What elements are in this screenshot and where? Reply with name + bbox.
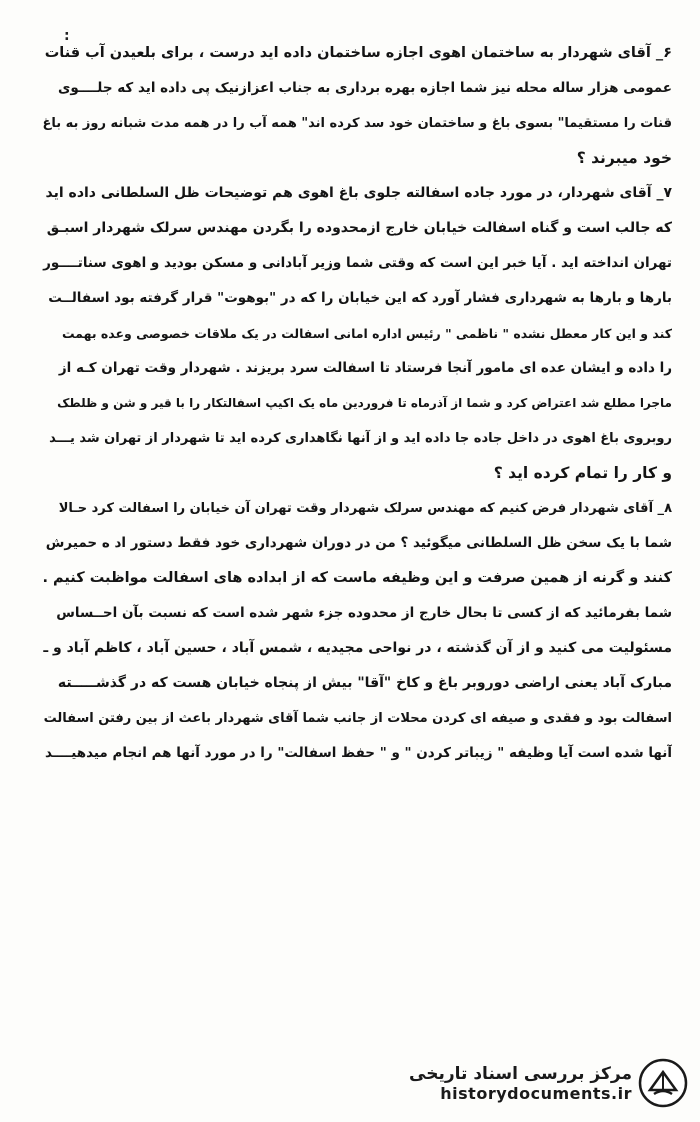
text-line: را داده و ایشان عده ای مامور آنجا فرستاد تا اسفالت سرد بریزند . شهردار وقت تهران کـه از [58, 360, 672, 376]
watermark-url: historydocuments.ir [440, 1083, 632, 1103]
text-line: تهران انداخته اید . آیا خبر این است که وقتی شما وزیر آبادانی و مسکن بودید و اهوی سناتــــور [43, 255, 672, 271]
text-line: ماجرا مطلع شد اعتراض کرد و شما از آذرماه تا فروردین ماه یک اکیپ اسفالتکار را با قیر و شن و ظلطک [57, 396, 672, 410]
text-line: اسفالت بود و فقدی و صیفه ای کردن محلات از جانب شما آقای شهردار باعث از بین رفتن اسفالت [43, 711, 672, 726]
text-line: مبارک آباد یعنی اراضی دوروبر باغ و کاخ "آقا" بیش از پنجاه خیابان هست که در گذشـــــته [57, 675, 672, 691]
text-line: ۸_ آقای شهردار فرض کنیم که مهندس سرلک شهردار وقت تهران آن خیابان را اسفالت کرد حـالا [58, 501, 672, 516]
text-line: شما با یک سخن ظل السلطانی میگوئید ؟ من در دوران شهرداری خود فقط دستور اد ه حمیرش [45, 535, 672, 551]
book-seal-icon [638, 1058, 688, 1108]
archive-watermark [398, 1052, 688, 1114]
text-line: بارها و بارها به شهرداری فشار آورد که این خیابان را که در "بوهوت" قرار گرفته بود اسفالــت [48, 290, 672, 306]
text-line: عمومی هزار ساله محله نیز شما اجازه بهره برداری به جناب اعزازنیک پی داده اید که جلــــوی [58, 80, 672, 96]
text-line: کنند و گرنه از همین صرفت و این وظیفه ماست که از ابداده های اسفالت مواظبت کنیم . [42, 570, 672, 586]
text-line: و کار را تمام کرده اید ؟ [493, 464, 672, 482]
text-line: ۶_ آقای شهردار به ساختمان اهوی اجازه ساختمان داده اید درست ، برای بلعیدن آب قنات [44, 45, 672, 61]
text-line: شما بفرمائید که از کسی تا بحال خارج از محدوده جزء شهر شده است که نسبت بآن احــساس [56, 605, 672, 621]
text-line: قنات را مستقیما" بسوی باغ و ساختمان خود سد کرده اند" همه آب را در همه مدت شبانه روز به باغ [42, 116, 672, 131]
watermark-title: مرکز بررسی اسناد تاریخی [409, 1063, 632, 1084]
text-line: کند و این کار معطل نشده " ناظمی " رئیس اداره امانی اسفالت در یک ملاقات خصوصی وعده بهمت [61, 326, 672, 341]
text-line: آنها شده است آیا وظیفه " زیباتر کردن " و " حفظ اسفالت" را در مورد آنها هم انجام میدهیــــد [45, 745, 672, 761]
text-line: ۷_ آقای شهردار، در مورد جاده اسفالته جلوی باغ اهوی هم توضیحات ظل السلطانی داده اید [45, 185, 672, 201]
text-line: روبروی باغ اهوی در داخل جاده جا داده اید و از آنها نگاهداری کرده اید تا شهردار از تهران شد یـــد [49, 431, 672, 446]
text-line: خود میبرند ؟ [576, 149, 672, 167]
text-line: که جالب است و گناه اسفالت خیابان خارج ازمحدوده را بگردن مهندس سرلک شهردار اسبـق [46, 220, 672, 236]
document-body [40, 40, 672, 775]
watermark-texts [409, 1064, 632, 1103]
text-line: مسئولیت می کنید و از آن گذشته ، در نواحی مجیدیه ، شمس آباد ، حسین آباد ، کاظم آباد و ـ [43, 640, 672, 656]
corner-mark: : [64, 28, 70, 44]
